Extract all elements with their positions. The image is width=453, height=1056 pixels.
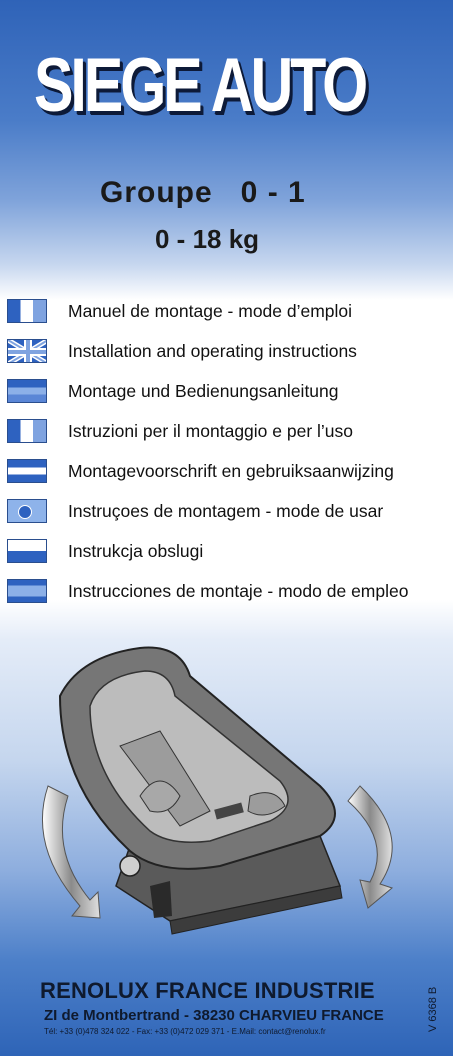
rotation-arrow-right-icon: [348, 786, 392, 908]
uk-flag-icon: [7, 339, 47, 363]
company-address: ZI de Montbertrand - 38230 CHARVIEU FRANCE: [44, 1007, 384, 1024]
spain-flag-icon: [7, 579, 47, 603]
weight-label: 0 - 18 kg: [155, 224, 260, 254]
language-text: Istruzioni per il montaggio e per l’uso: [68, 420, 354, 441]
document-title: SIEGE AUTO: [34, 43, 366, 128]
france-flag-icon: [7, 299, 47, 323]
italy-flag-icon: [7, 419, 47, 443]
language-row-english: [7, 336, 357, 366]
language-row-dutch: [7, 456, 394, 486]
language-text: Instrukcja obslugi: [68, 540, 204, 561]
company-contact: Tél: +33 (0)478 324 022 - Fax: +33 (0)472 029 371 - E.Mail: contact@renolux.fr: [44, 1027, 326, 1036]
portugal-flag-icon: [7, 499, 47, 523]
language-text: Manuel de montage - mode d’emploi: [68, 300, 353, 321]
group-label: Groupe 0 - 1: [100, 176, 306, 209]
language-row-spanish: [7, 576, 409, 606]
language-row-german: [7, 376, 339, 406]
language-text: Installation and operating instructions: [68, 340, 357, 361]
poland-flag-icon: [7, 539, 47, 563]
car-seat-illustration: [20, 636, 420, 936]
language-text: Montagevoorschrift en gebruiksaanwijzing: [68, 460, 394, 481]
language-row-french: [7, 296, 353, 326]
company-name: RENOLUX FRANCE INDUSTRIE: [40, 978, 375, 1003]
language-text: Instrucciones de montaje - modo de empleo: [68, 580, 409, 601]
language-row-italian: [7, 416, 354, 446]
language-text: Instruçoes de montagem - mode de usar: [68, 500, 384, 521]
netherlands-flag-icon: [7, 459, 47, 483]
document-reference: V 6368 B: [427, 986, 439, 1032]
language-text: Montage und Bedienungsanleitung: [68, 380, 339, 401]
germany-flag-icon: [7, 379, 47, 403]
language-row-polish: [7, 536, 204, 566]
language-row-portuguese: [7, 496, 384, 526]
